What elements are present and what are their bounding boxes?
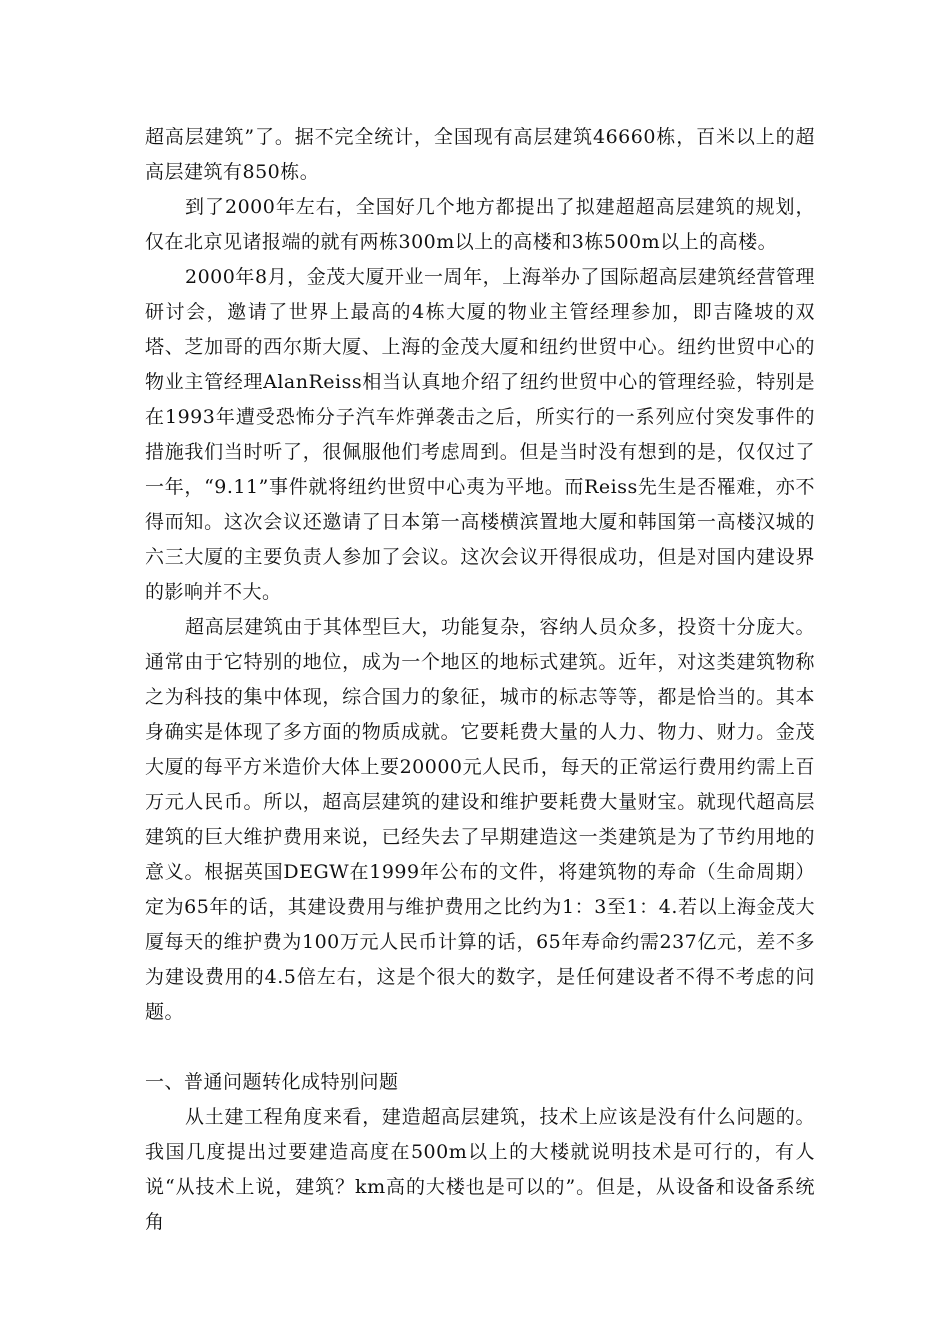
paragraph-4: 超高层建筑由于其体型巨大，功能复杂，容纳人员众多，投资十分庞大。通常由于它特别的地位，成为一个地区的地标式建筑。近年，对这类建筑物称之为科技的集中体现，综合国力的象征，城市的标志等等，都是恰当的。其本身确实是体现了多方面的物质成就。它要耗费大量的人力、物力、财力。金茂大厦的每平方米造价大体上要20000元人民币，每天的正常运行费用约需上百万元人民币。所以，超高层建筑的建设和维护要耗费大量财宝。就现代超高层建筑的巨大维护费用来说，已经失去了早期建造这一类建筑是为了节约用地的意义。根据英国DEGW在1999年公布的文件，将建筑物的寿命（生命周期）定为65年的话，其建设费用与维护费用之比约为1：3至1：4.若以上海金茂大厦每天的维护费为100万元人民币计算的话，65年寿命约需237亿元，差不多为建设费用的4.5倍左右，这是个很大的数字，是任何建设者不得不考虑的问题。 [145, 616, 815, 1023]
paragraph-5: 从土建工程角度来看，建造超高层建筑，技术上应该是没有什么问题的。我国几度提出过要建造高度在500m以上的大楼就说明技术是可行的，有人说“从技术上说，建筑？km高的大楼也是可以的”。但是，从设备和设备系统角 [145, 1106, 815, 1233]
document-body [145, 120, 815, 1240]
paragraph-1: 超高层建筑”了。据不完全统计，全国现有高层建筑46660栋，百米以上的超高层建筑有850栋。 [145, 126, 815, 183]
paragraph-2: 到了2000年左右，全国好几个地方都提出了拟建超超高层建筑的规划，仅在北京见诸报端的就有两栋300m以上的高楼和3栋500m以上的高楼。 [145, 196, 815, 253]
section-heading: 一、普通问题转化成特别问题 [145, 1071, 399, 1093]
paragraph-3: 2000年8月，金茂大厦开业一周年，上海举办了国际超高层建筑经营管理研讨会，邀请了世界上最高的4栋大厦的物业主管经理参加，即吉隆坡的双塔、芝加哥的西尔斯大厦、上海的金茂大厦和纽约世贸中心。纽约世贸中心的物业主管经理AlanReiss相当认真地介绍了纽约世贸中心的管理经验，特别是在1993年遭受恐怖分子汽车炸弹袭击之后，所实行的一系列应付突发事件的措施我们当时听了，很佩服他们考虑周到。但是当时没有想到的是，仅仅过了一年，“9.11”事件就将纽约世贸中心夷为平地。而Reiss先生是否罹难，亦不得而知。这次会议还邀请了日本第一高楼横滨置地大厦和韩国第一高楼汉城的六三大厦的主要负责人参加了会议。这次会议开得很成功，但是对国内建设界的影响并不大。 [145, 266, 815, 603]
